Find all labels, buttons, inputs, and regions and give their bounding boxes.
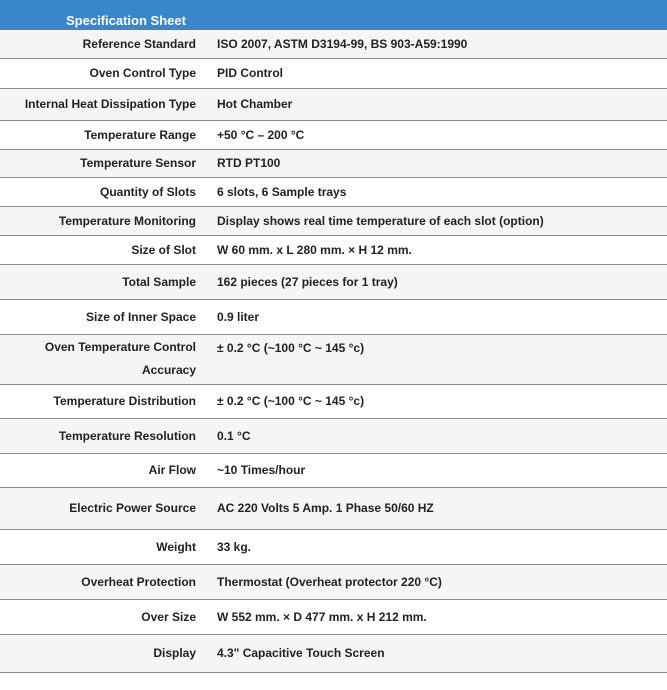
- spec-label: Oven Control Type: [0, 58, 196, 88]
- spec-value: +50 °C – 200 °C: [196, 120, 667, 149]
- table-row: [0, 120, 667, 149]
- spec-label: Quantity of Slots: [0, 177, 196, 206]
- spec-sheet-header: [0, 0, 667, 30]
- table-row: [0, 149, 667, 177]
- spec-label: Temperature Range: [0, 120, 196, 149]
- spec-value: Hot Chamber: [196, 88, 667, 120]
- table-row: [0, 30, 667, 58]
- spec-label: Display: [0, 634, 196, 672]
- spec-value: Thermostat (Overheat protector 220 °C): [196, 564, 667, 599]
- spec-table: [0, 30, 667, 673]
- spec-value: W 60 mm. x L 280 mm. × H 12 mm.: [196, 235, 667, 264]
- spec-label: Total Sample: [0, 264, 196, 299]
- spec-value: ± 0.2 °C (~100 °C ~ 145 °c): [196, 334, 667, 384]
- spec-sheet-title: Specification Sheet: [66, 13, 186, 28]
- spec-value: Display shows real time temperature of each slot (option): [196, 206, 667, 235]
- spec-label: Over Size: [0, 599, 196, 634]
- spec-label: Size of Inner Space: [0, 299, 196, 334]
- spec-label: [0, 334, 196, 384]
- spec-label: Overheat Protection: [0, 564, 196, 599]
- table-row: [0, 384, 667, 418]
- table-row: [0, 529, 667, 564]
- spec-label: Temperature Sensor: [0, 149, 196, 177]
- spec-value: PID Control: [196, 58, 667, 88]
- table-row: [0, 206, 667, 235]
- table-row: [0, 487, 667, 529]
- spec-label: Weight: [0, 529, 196, 564]
- spec-label: Reference Standard: [0, 30, 196, 58]
- spec-value: W 552 mm. × D 477 mm. x H 212 mm.: [196, 599, 667, 634]
- spec-label: Air Flow: [0, 453, 196, 487]
- spec-value: 4.3" Capacitive Touch Screen: [196, 634, 667, 672]
- spec-value: ± 0.2 °C (~100 °C ~ 145 °c): [196, 384, 667, 418]
- spec-value: 162 pieces (27 pieces for 1 tray): [196, 264, 667, 299]
- table-row: [0, 453, 667, 487]
- spec-label: Internal Heat Dissipation Type: [0, 88, 196, 120]
- table-row: [0, 299, 667, 334]
- spec-value: 6 slots, 6 Sample trays: [196, 177, 667, 206]
- spec-label: Temperature Distribution: [0, 384, 196, 418]
- table-row: [0, 564, 667, 599]
- spec-label: Temperature Resolution: [0, 418, 196, 453]
- spec-value: ~10 Times/hour: [196, 453, 667, 487]
- table-row: [0, 88, 667, 120]
- spec-value: 0.9 liter: [196, 299, 667, 334]
- table-row: [0, 334, 667, 384]
- spec-label: Size of Slot: [0, 235, 196, 264]
- table-row: [0, 58, 667, 88]
- table-row: [0, 264, 667, 299]
- table-row: [0, 634, 667, 672]
- table-row: [0, 418, 667, 453]
- spec-value: 0.1 °C: [196, 418, 667, 453]
- spec-value: ISO 2007, ASTM D3194-99, BS 903-A59:1990: [196, 30, 667, 58]
- table-row: [0, 177, 667, 206]
- spec-value: AC 220 Volts 5 Amp. 1 Phase 50/60 HZ: [196, 487, 667, 529]
- table-row: [0, 235, 667, 264]
- spec-value: 33 kg.: [196, 529, 667, 564]
- table-row: [0, 599, 667, 634]
- spec-value: RTD PT100: [196, 149, 667, 177]
- spec-label-text: Oven Temperature Control Accuracy: [44, 340, 196, 377]
- spec-label: Temperature Monitoring: [0, 206, 196, 235]
- spec-label: Electric Power Source: [0, 487, 196, 529]
